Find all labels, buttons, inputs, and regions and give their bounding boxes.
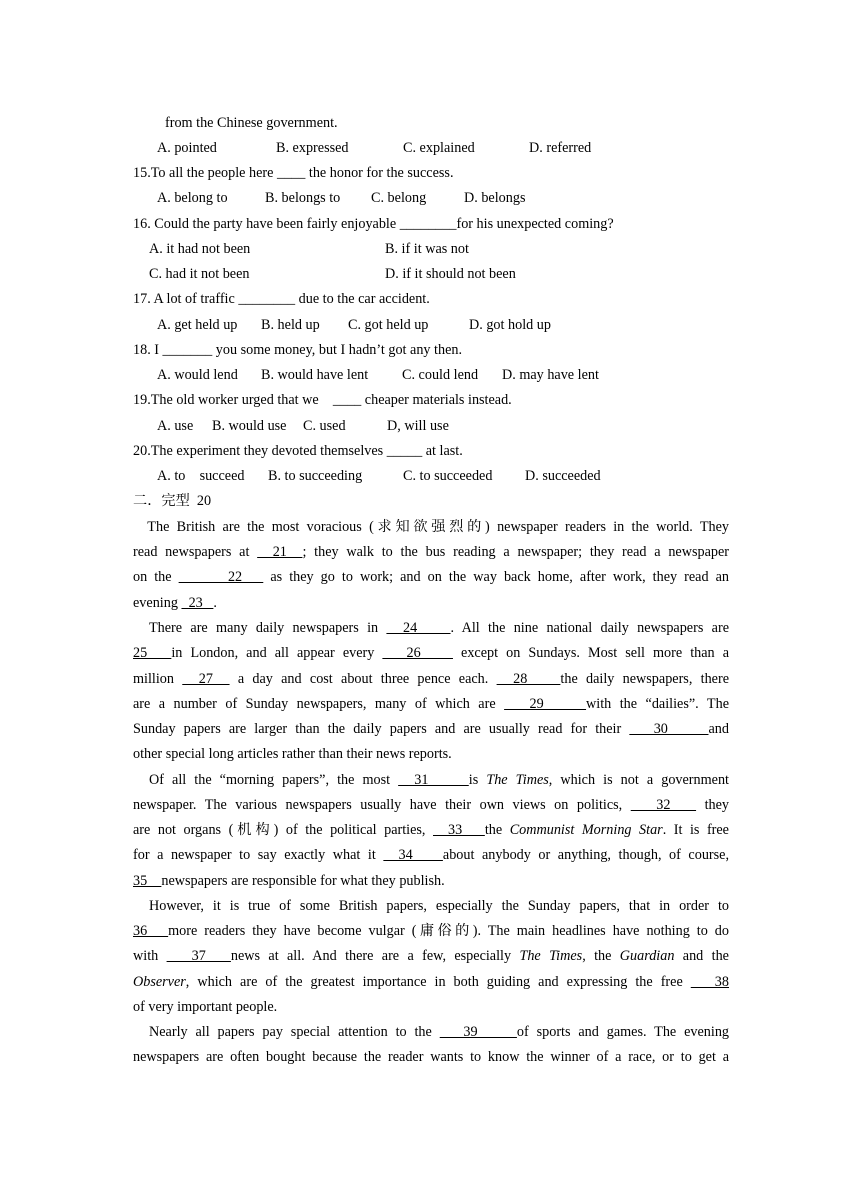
blank-38: 38	[690, 974, 729, 990]
passage-line: read newspapers at 21 ; they walk to the bus reading a newspaper; they read a newspaper	[133, 544, 729, 560]
blank-28: 28	[496, 671, 561, 687]
q20-option-c: C. to succeeded	[403, 468, 493, 484]
blank-25: 25	[133, 645, 172, 661]
passage-line: newspaper. The various newspapers usually have their own views on politics, 32 they	[133, 797, 730, 813]
q16-option-c: C. had it not been	[149, 266, 250, 282]
passage-line: Observer, which are of the greatest importance in both guiding and expressing the free 38	[133, 974, 729, 990]
q14-option-c: C. explained	[403, 140, 475, 156]
blank-22: 22	[178, 569, 264, 585]
q18-option-c: C. could lend	[402, 367, 479, 383]
q14-tail: from the Chinese government.	[165, 115, 338, 131]
q17-option-a: A. get held up	[157, 317, 238, 333]
blank-23: 23	[181, 595, 214, 611]
q17-stem: 17. A lot of traffic ________ due to the car accident.	[133, 291, 430, 307]
q18-option-d: D. may have lent	[502, 367, 599, 383]
section-title: 二．完型 20	[133, 493, 212, 509]
passage-line: are not organs (机构) of the political parties, 33 the Communist Morning Star. It is free	[133, 822, 729, 838]
q15-option-c: C. belong	[371, 190, 427, 206]
passage-line: million 27 a day and cost about three pence each. 28 the daily newspapers, there	[133, 671, 730, 687]
blank-31: 31	[398, 772, 469, 788]
q16-stem: 16. Could the party have been fairly enjoyable ________for his unexpected coming?	[133, 216, 614, 232]
blank-34: 34	[383, 847, 443, 863]
blank-24: 24	[386, 620, 451, 636]
q14-option-b: B. expressed	[276, 140, 349, 156]
q15-option-b: B. belongs to	[265, 190, 341, 206]
blank-37: 37	[166, 948, 231, 964]
q17-option-b: B. held up	[261, 317, 320, 333]
blank-29: 29	[504, 696, 587, 712]
q20-option-b: B. to succeeding	[268, 468, 363, 484]
q14-option-d: D. referred	[529, 140, 592, 156]
q15-stem: 15.To all the people here ____ the honor for the success.	[133, 165, 454, 181]
passage-line: Of all the “morning papers”, the most 31 is The Times, which is not a government	[149, 772, 729, 788]
blank-33: 33	[433, 822, 485, 838]
passage-line: of very important people.	[133, 999, 278, 1015]
q18-option-a: A. would lend	[157, 367, 238, 383]
q14-option-a: A. pointed	[157, 140, 217, 156]
q15-option-d: D. belongs	[464, 190, 526, 206]
blank-35: 35	[133, 873, 162, 889]
passage-line: newspapers are often bought because the reader wants to know the winner of a race, or to get a	[133, 1049, 729, 1065]
q19-option-a: A. use	[157, 418, 194, 434]
blank-36: 36	[133, 923, 169, 939]
blank-32: 32	[630, 797, 697, 813]
passage-line: The British are the most voracious (求知欲强烈的) newspaper readers in the world. They	[133, 519, 729, 535]
q19-option-d: D, will use	[387, 418, 449, 434]
q20-stem: 20.The experiment they devoted themselves _____ at last.	[133, 443, 463, 459]
q17-option-d: D. got hold up	[469, 317, 551, 333]
q18-option-b: B. would have lent	[261, 367, 369, 383]
blank-26: 26	[382, 645, 453, 661]
q17-option-c: C. got held up	[348, 317, 429, 333]
blank-39: 39	[439, 1024, 517, 1040]
q19-option-c: C. used	[303, 418, 346, 434]
passage-line: other special long articles rather than their news reports.	[133, 746, 452, 762]
q20-option-a: A. to succeed	[157, 468, 245, 484]
q20-option-d: D. succeeded	[525, 468, 601, 484]
passage-line: with 37 news at all. And there are a few, especially The Times, the Guardian and the	[133, 948, 729, 964]
q15-option-a: A. belong to	[157, 190, 228, 206]
blank-27: 27	[182, 671, 230, 687]
passage-line: 35 newspapers are responsible for what they publish.	[133, 873, 445, 889]
passage-line: 25 in London, and all appear every 26 except on Sundays. Most sell more than a	[133, 645, 729, 661]
passage-line: Nearly all papers pay special attention to the 39 of sports and games. The evening	[149, 1024, 730, 1040]
passage-line: evening 23 .	[133, 595, 217, 611]
passage-line: for a newspaper to say exactly what it 34 about anybody or anything, though, of course,	[133, 847, 730, 863]
q18-stem: 18. I _______ you some money, but I hadn’t got any then.	[133, 342, 463, 358]
passage-line: on the 22 as they go to work; and on the way back home, after work, they read an	[133, 569, 729, 585]
passage-line: However, it is true of some British papers, especially the Sunday papers, that in order to	[149, 898, 729, 914]
q16-option-b: B. if it was not	[385, 241, 469, 257]
q19-option-b: B. would use	[212, 418, 287, 434]
q16-option-a: A. it had not been	[149, 241, 251, 257]
passage-line: are a number of Sunday newspapers, many of which are 29 with the “dailies”. The	[133, 696, 729, 712]
passage-line: There are many daily newspapers in 24 . All the nine national daily newspapers are	[149, 620, 729, 636]
passage-line: 36 more readers they have become vulgar (庸俗的). The main headlines have nothing to do	[133, 923, 729, 939]
q16-option-d: D. if it should not been	[385, 266, 516, 282]
q19-stem: 19.The old worker urged that we ____ cheaper materials instead.	[133, 392, 512, 408]
blank-30: 30	[629, 721, 709, 737]
passage-line: Sunday papers are larger than the daily papers and are usually read for their 30 and	[133, 721, 729, 737]
blank-21: 21	[257, 544, 303, 560]
